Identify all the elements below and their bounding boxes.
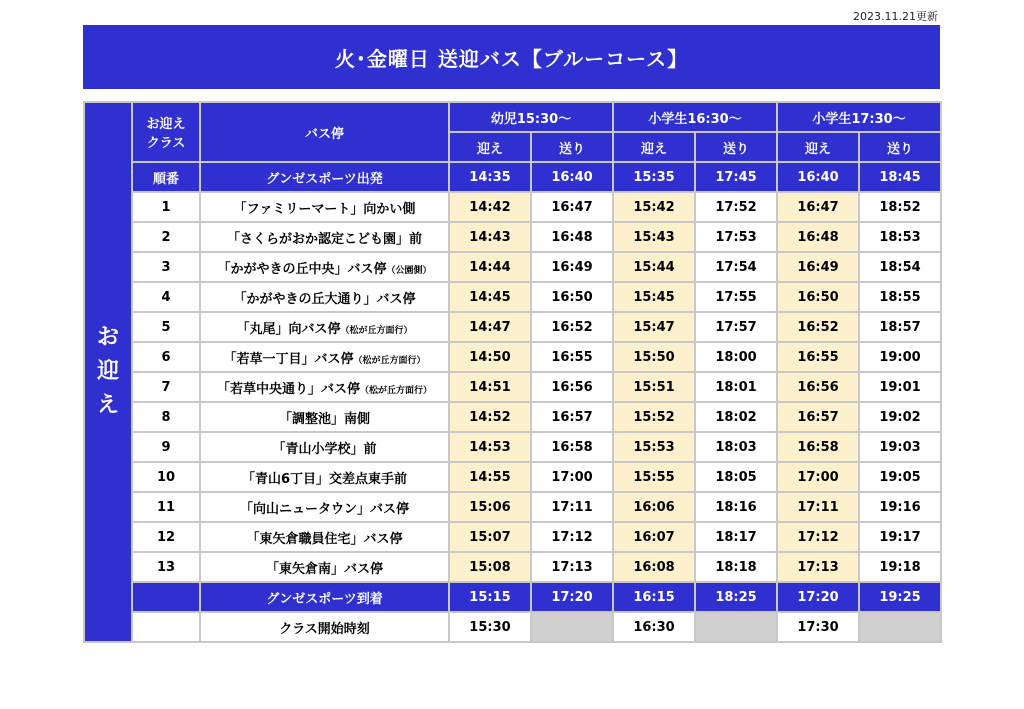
stop-row [84, 192, 941, 222]
dropoff-time: 17:54 [695, 252, 777, 282]
group-header: 小学生17:30～ [777, 102, 941, 132]
pickup-time: 16:52 [777, 312, 859, 342]
pickup-time: 17:00 [777, 462, 859, 492]
stop-order: 2 [132, 222, 200, 252]
dropoff-time: 19:00 [859, 342, 941, 372]
dropoff-time: 18:18 [695, 552, 777, 582]
stop-name-cell [200, 432, 449, 462]
dropoff-time: 17:00 [531, 462, 613, 492]
class-header [132, 102, 200, 162]
arrival-label: グンゼスポーツ到着 [200, 582, 449, 612]
pickup-header: 迎え [613, 132, 695, 162]
stop-order: 9 [132, 432, 200, 462]
stop-name: 「青山小学校」前 [272, 441, 377, 457]
stop-row [84, 402, 941, 432]
page-title: 火･金曜日 送迎バス【ブルーコース】 [83, 25, 940, 89]
pickup-time: 15:42 [613, 192, 695, 222]
dropoff-time: 19:03 [859, 432, 941, 462]
pickup-time: 14:44 [449, 252, 531, 282]
pickup-time: 16:07 [613, 522, 695, 552]
stop-row [84, 492, 941, 522]
stop-order: 5 [132, 312, 200, 342]
stop-name-cell [200, 312, 449, 342]
stop-note: （松が丘方面行） [353, 355, 426, 366]
pickup-time: 14:51 [449, 372, 531, 402]
stop-name-cell [200, 522, 449, 552]
stop-row [84, 432, 941, 462]
stop-name: 「東矢倉南」バス停 [265, 561, 383, 577]
pickup-time: 14:47 [449, 312, 531, 342]
pickup-time: 16:48 [777, 222, 859, 252]
dropoff-time: 16:47 [531, 192, 613, 222]
class-start-empty [531, 612, 613, 642]
pickup-time: 16:55 [777, 342, 859, 372]
departure-time: 16:40 [531, 162, 613, 192]
pickup-header: 迎え [449, 132, 531, 162]
header-row-groups [84, 102, 941, 132]
stop-name-cell [200, 282, 449, 312]
stop-row [84, 522, 941, 552]
stop-name: 「若草一丁目」バス停 [223, 351, 354, 367]
dropoff-time: 17:13 [531, 552, 613, 582]
departure-time: 14:35 [449, 162, 531, 192]
dropoff-time: 19:02 [859, 402, 941, 432]
departure-time: 16:40 [777, 162, 859, 192]
order-header: 順番 [132, 162, 200, 192]
pickup-time: 16:47 [777, 192, 859, 222]
dropoff-time: 16:52 [531, 312, 613, 342]
dropoff-time: 18:01 [695, 372, 777, 402]
class-start-time: 15:30 [449, 612, 531, 642]
pickup-time: 15:07 [449, 522, 531, 552]
pickup-time: 16:08 [613, 552, 695, 582]
stop-row [84, 282, 941, 312]
group-header: 小学生16:30～ [613, 102, 777, 132]
class-start-row [84, 612, 941, 642]
stop-order: 3 [132, 252, 200, 282]
pickup-time: 14:50 [449, 342, 531, 372]
class-start-time: 16:30 [613, 612, 695, 642]
stop-order: 11 [132, 492, 200, 522]
departure-time: 17:45 [695, 162, 777, 192]
dropoff-time: 19:05 [859, 462, 941, 492]
side-label-char: お [96, 325, 119, 350]
dropoff-time: 17:12 [531, 522, 613, 552]
stop-order: 6 [132, 342, 200, 372]
pickup-header: 迎え [777, 132, 859, 162]
pickup-time: 15:44 [613, 252, 695, 282]
stop-order: 13 [132, 552, 200, 582]
arrival-time: 17:20 [531, 582, 613, 612]
stop-note: （松が丘方面行） [360, 385, 433, 396]
stop-order: 4 [132, 282, 200, 312]
dropoff-time: 17:11 [531, 492, 613, 522]
stop-name: 「調整池」南側 [278, 411, 370, 427]
class-start-blank [132, 612, 200, 642]
stop-row [84, 462, 941, 492]
pickup-time: 14:43 [449, 222, 531, 252]
pickup-time: 15:51 [613, 372, 695, 402]
pickup-time: 17:13 [777, 552, 859, 582]
stop-name: 「かがやきの丘大通り」バス停 [233, 291, 416, 307]
stop-name-cell [200, 252, 449, 282]
stop-row [84, 222, 941, 252]
side-label-char: 迎 [96, 359, 119, 384]
stop-row [84, 342, 941, 372]
stop-note: （公園側） [386, 265, 432, 276]
pickup-time: 16:50 [777, 282, 859, 312]
departure-time: 15:35 [613, 162, 695, 192]
stop-name: 「丸尾」向バス停 [236, 321, 341, 337]
dropoff-time: 16:58 [531, 432, 613, 462]
pickup-time: 16:49 [777, 252, 859, 282]
pickup-time: 16:58 [777, 432, 859, 462]
dropoff-time: 19:17 [859, 522, 941, 552]
stop-row [84, 372, 941, 402]
class-start-empty [695, 612, 777, 642]
pickup-time: 15:06 [449, 492, 531, 522]
dropoff-time: 19:01 [859, 372, 941, 402]
pickup-time: 15:47 [613, 312, 695, 342]
stop-name: 「青山6丁目」交差点東手前 [241, 471, 408, 487]
class-header-line: お迎え [146, 117, 186, 132]
stop-order: 12 [132, 522, 200, 552]
stop-row [84, 312, 941, 342]
pickup-time: 15:52 [613, 402, 695, 432]
departure-row [84, 162, 941, 192]
dropoff-time: 16:57 [531, 402, 613, 432]
pickup-time: 14:53 [449, 432, 531, 462]
stop-name: 「ファミリーマート」向かい側 [233, 201, 416, 217]
pickup-time: 14:52 [449, 402, 531, 432]
bus-stop-header: バス停 [200, 102, 449, 162]
pickup-time: 16:56 [777, 372, 859, 402]
stop-name: 「若草中央通り」バス停 [216, 381, 360, 397]
dropoff-time: 18:17 [695, 522, 777, 552]
dropoff-time: 19:18 [859, 552, 941, 582]
dropoff-header: 送り [695, 132, 777, 162]
dropoff-time: 18:03 [695, 432, 777, 462]
departure-time: 18:45 [859, 162, 941, 192]
pickup-time: 14:55 [449, 462, 531, 492]
dropoff-time: 17:57 [695, 312, 777, 342]
class-start-empty [859, 612, 941, 642]
dropoff-time: 16:55 [531, 342, 613, 372]
dropoff-time: 19:16 [859, 492, 941, 522]
pickup-time: 15:55 [613, 462, 695, 492]
dropoff-time: 18:52 [859, 192, 941, 222]
stop-name-cell [200, 552, 449, 582]
stop-name-cell [200, 372, 449, 402]
stop-order: 8 [132, 402, 200, 432]
dropoff-time: 18:57 [859, 312, 941, 342]
dropoff-time: 16:50 [531, 282, 613, 312]
group-header: 幼児15:30～ [449, 102, 613, 132]
stop-row [84, 252, 941, 282]
dropoff-time: 16:48 [531, 222, 613, 252]
stop-order: 7 [132, 372, 200, 402]
pickup-time: 16:06 [613, 492, 695, 522]
dropoff-time: 18:00 [695, 342, 777, 372]
dropoff-time: 18:54 [859, 252, 941, 282]
side-label-char: え [96, 393, 119, 418]
stop-order: 10 [132, 462, 200, 492]
dropoff-time: 16:56 [531, 372, 613, 402]
dropoff-header: 送り [859, 132, 941, 162]
dropoff-header: 送り [531, 132, 613, 162]
stop-name-cell [200, 192, 449, 222]
bus-schedule-table [83, 101, 942, 643]
side-label [84, 102, 132, 642]
stop-note: （松が丘方面行） [340, 325, 413, 336]
stop-name-cell [200, 402, 449, 432]
dropoff-time: 17:53 [695, 222, 777, 252]
pickup-time: 15:08 [449, 552, 531, 582]
pickup-time: 17:11 [777, 492, 859, 522]
dropoff-time: 17:55 [695, 282, 777, 312]
stop-name-cell [200, 492, 449, 522]
stop-name: 「さくらがおか認定こども園」前 [226, 231, 422, 247]
class-header-line: クラス [146, 136, 186, 151]
updated-date: 2023.11.21更新 [853, 10, 938, 23]
stop-order: 1 [132, 192, 200, 222]
arrival-row [84, 582, 941, 612]
pickup-time: 16:57 [777, 402, 859, 432]
stop-name: 「向山ニュータウン」バス停 [239, 501, 409, 517]
dropoff-time: 18:02 [695, 402, 777, 432]
arrival-time: 18:25 [695, 582, 777, 612]
arrival-time: 16:15 [613, 582, 695, 612]
arrival-time: 17:20 [777, 582, 859, 612]
dropoff-time: 17:52 [695, 192, 777, 222]
dropoff-time: 18:53 [859, 222, 941, 252]
stop-name: 「かがやきの丘中央」バス停 [217, 261, 387, 277]
arrival-time: 19:25 [859, 582, 941, 612]
dropoff-time: 18:05 [695, 462, 777, 492]
arrival-blank [132, 582, 200, 612]
stop-name-cell [200, 342, 449, 372]
stop-name-cell [200, 222, 449, 252]
stop-name: 「東矢倉職員住宅」バス停 [246, 531, 403, 547]
dropoff-time: 18:55 [859, 282, 941, 312]
pickup-time: 17:12 [777, 522, 859, 552]
stop-name-cell [200, 462, 449, 492]
pickup-time: 15:53 [613, 432, 695, 462]
pickup-time: 15:50 [613, 342, 695, 372]
departure-label: グンゼスポーツ出発 [200, 162, 449, 192]
pickup-time: 15:45 [613, 282, 695, 312]
arrival-time: 15:15 [449, 582, 531, 612]
class-start-label: クラス開始時刻 [200, 612, 449, 642]
stop-row [84, 552, 941, 582]
class-start-time: 17:30 [777, 612, 859, 642]
pickup-time: 14:45 [449, 282, 531, 312]
dropoff-time: 18:16 [695, 492, 777, 522]
pickup-time: 15:43 [613, 222, 695, 252]
dropoff-time: 16:49 [531, 252, 613, 282]
pickup-time: 14:42 [449, 192, 531, 222]
